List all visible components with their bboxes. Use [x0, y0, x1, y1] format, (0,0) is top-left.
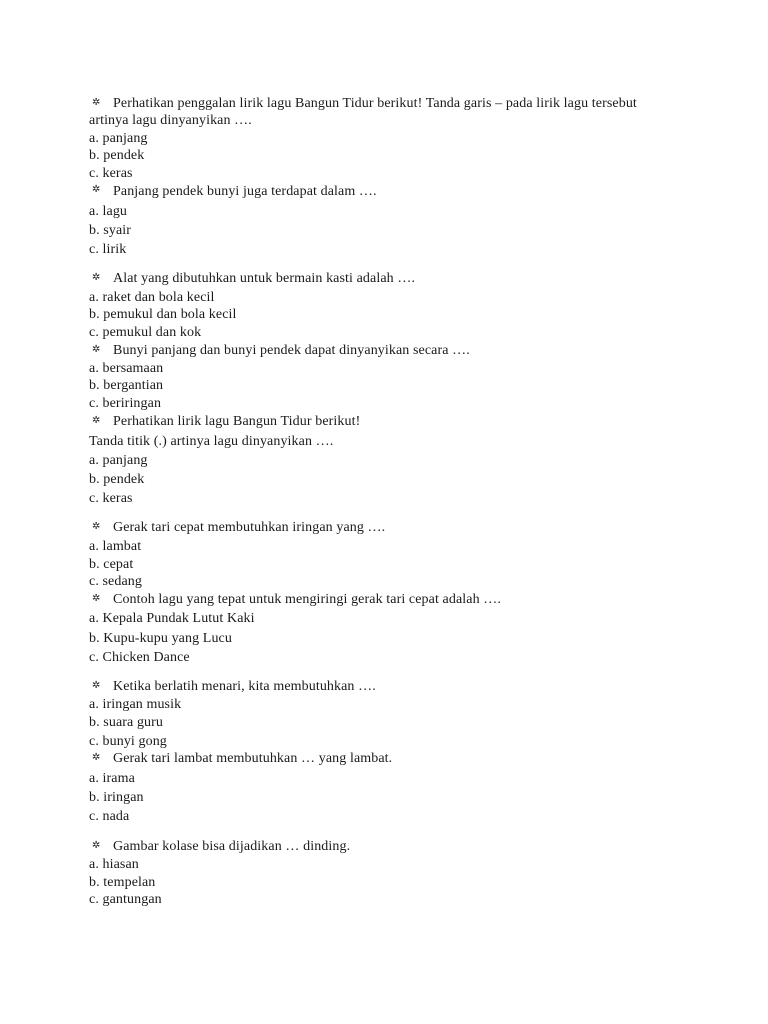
question-text: Alat yang dibutuhkan untuk bermain kasti adalah …. — [113, 271, 416, 286]
answer-option: b. tempelan — [89, 875, 156, 890]
question-text: Gerak tari lambat membutuhkan … yang lambat. — [113, 751, 393, 766]
question-text: Perhatikan penggalan lirik lagu Bangun Tidur berikut! Tanda garis – pada lirik lagu tersebut — [113, 96, 637, 111]
asterisk-bullet-icon: ✲ — [92, 415, 101, 426]
answer-option: b. iringan — [89, 790, 144, 805]
answer-option: b. bergantian — [89, 378, 164, 393]
answer-option: b. syair — [89, 223, 132, 238]
question-text: Perhatikan lirik lagu Bangun Tidur berikut! — [113, 414, 361, 429]
answer-option: a. Kepala Pundak Lutut Kaki — [89, 611, 255, 626]
answer-option: b. pendek — [89, 472, 145, 487]
answer-option: c. nada — [89, 809, 130, 824]
answer-option: a. raket dan bola kecil — [89, 290, 215, 305]
asterisk-bullet-icon: ✲ — [92, 344, 101, 355]
question-text: Gerak tari cepat membutuhkan iringan yang …. — [113, 520, 386, 535]
answer-option: a. bersamaan — [89, 361, 164, 376]
answer-option: a. panjang — [89, 453, 148, 468]
answer-option: a. hiasan — [89, 857, 139, 872]
asterisk-bullet-icon: ✲ — [92, 272, 101, 283]
answer-option: c. gantungan — [89, 892, 162, 907]
answer-option: a. iringan musik — [89, 697, 182, 712]
answer-option: c. Chicken Dance — [89, 650, 190, 665]
answer-option: c. beriringan — [89, 396, 162, 411]
answer-option: c. keras — [89, 166, 133, 181]
asterisk-bullet-icon: ✲ — [92, 521, 101, 532]
question-text: Panjang pendek bunyi juga terdapat dalam …. — [113, 184, 377, 199]
asterisk-bullet-icon: ✲ — [92, 97, 101, 108]
answer-option: c. keras — [89, 491, 133, 506]
asterisk-bullet-icon: ✲ — [92, 593, 101, 604]
question-text: Contoh lagu yang tepat untuk mengiringi gerak tari cepat adalah …. — [113, 592, 501, 607]
asterisk-bullet-icon: ✲ — [92, 680, 101, 691]
answer-option: a. lagu — [89, 204, 128, 219]
asterisk-bullet-icon: ✲ — [92, 752, 101, 763]
answer-option: c. pemukul dan kok — [89, 325, 202, 340]
question-text: Ketika berlatih menari, kita membutuhkan …. — [113, 679, 376, 694]
answer-option: b. Kupu-kupu yang Lucu — [89, 631, 232, 646]
question-text: Bunyi panjang dan bunyi pendek dapat dinyanyikan secara …. — [113, 343, 470, 358]
question-text-continued: Tanda titik (.) artinya lagu dinyanyikan …. — [89, 434, 334, 449]
asterisk-bullet-icon: ✲ — [92, 184, 101, 195]
question-text-continued: artinya lagu dinyanyikan …. — [89, 113, 252, 128]
answer-option: b. suara guru — [89, 715, 164, 730]
answer-option: b. pendek — [89, 148, 145, 163]
asterisk-bullet-icon: ✲ — [92, 840, 101, 851]
answer-option: b. cepat — [89, 557, 134, 572]
answer-option: c. lirik — [89, 242, 127, 257]
answer-option: a. lambat — [89, 539, 142, 554]
answer-option: a. irama — [89, 771, 135, 786]
answer-option: a. panjang — [89, 131, 148, 146]
question-text: Gambar kolase bisa dijadikan … dinding. — [113, 839, 351, 854]
answer-option: c. sedang — [89, 574, 142, 589]
answer-option: c. bunyi gong — [89, 734, 167, 749]
answer-option: b. pemukul dan bola kecil — [89, 307, 237, 322]
